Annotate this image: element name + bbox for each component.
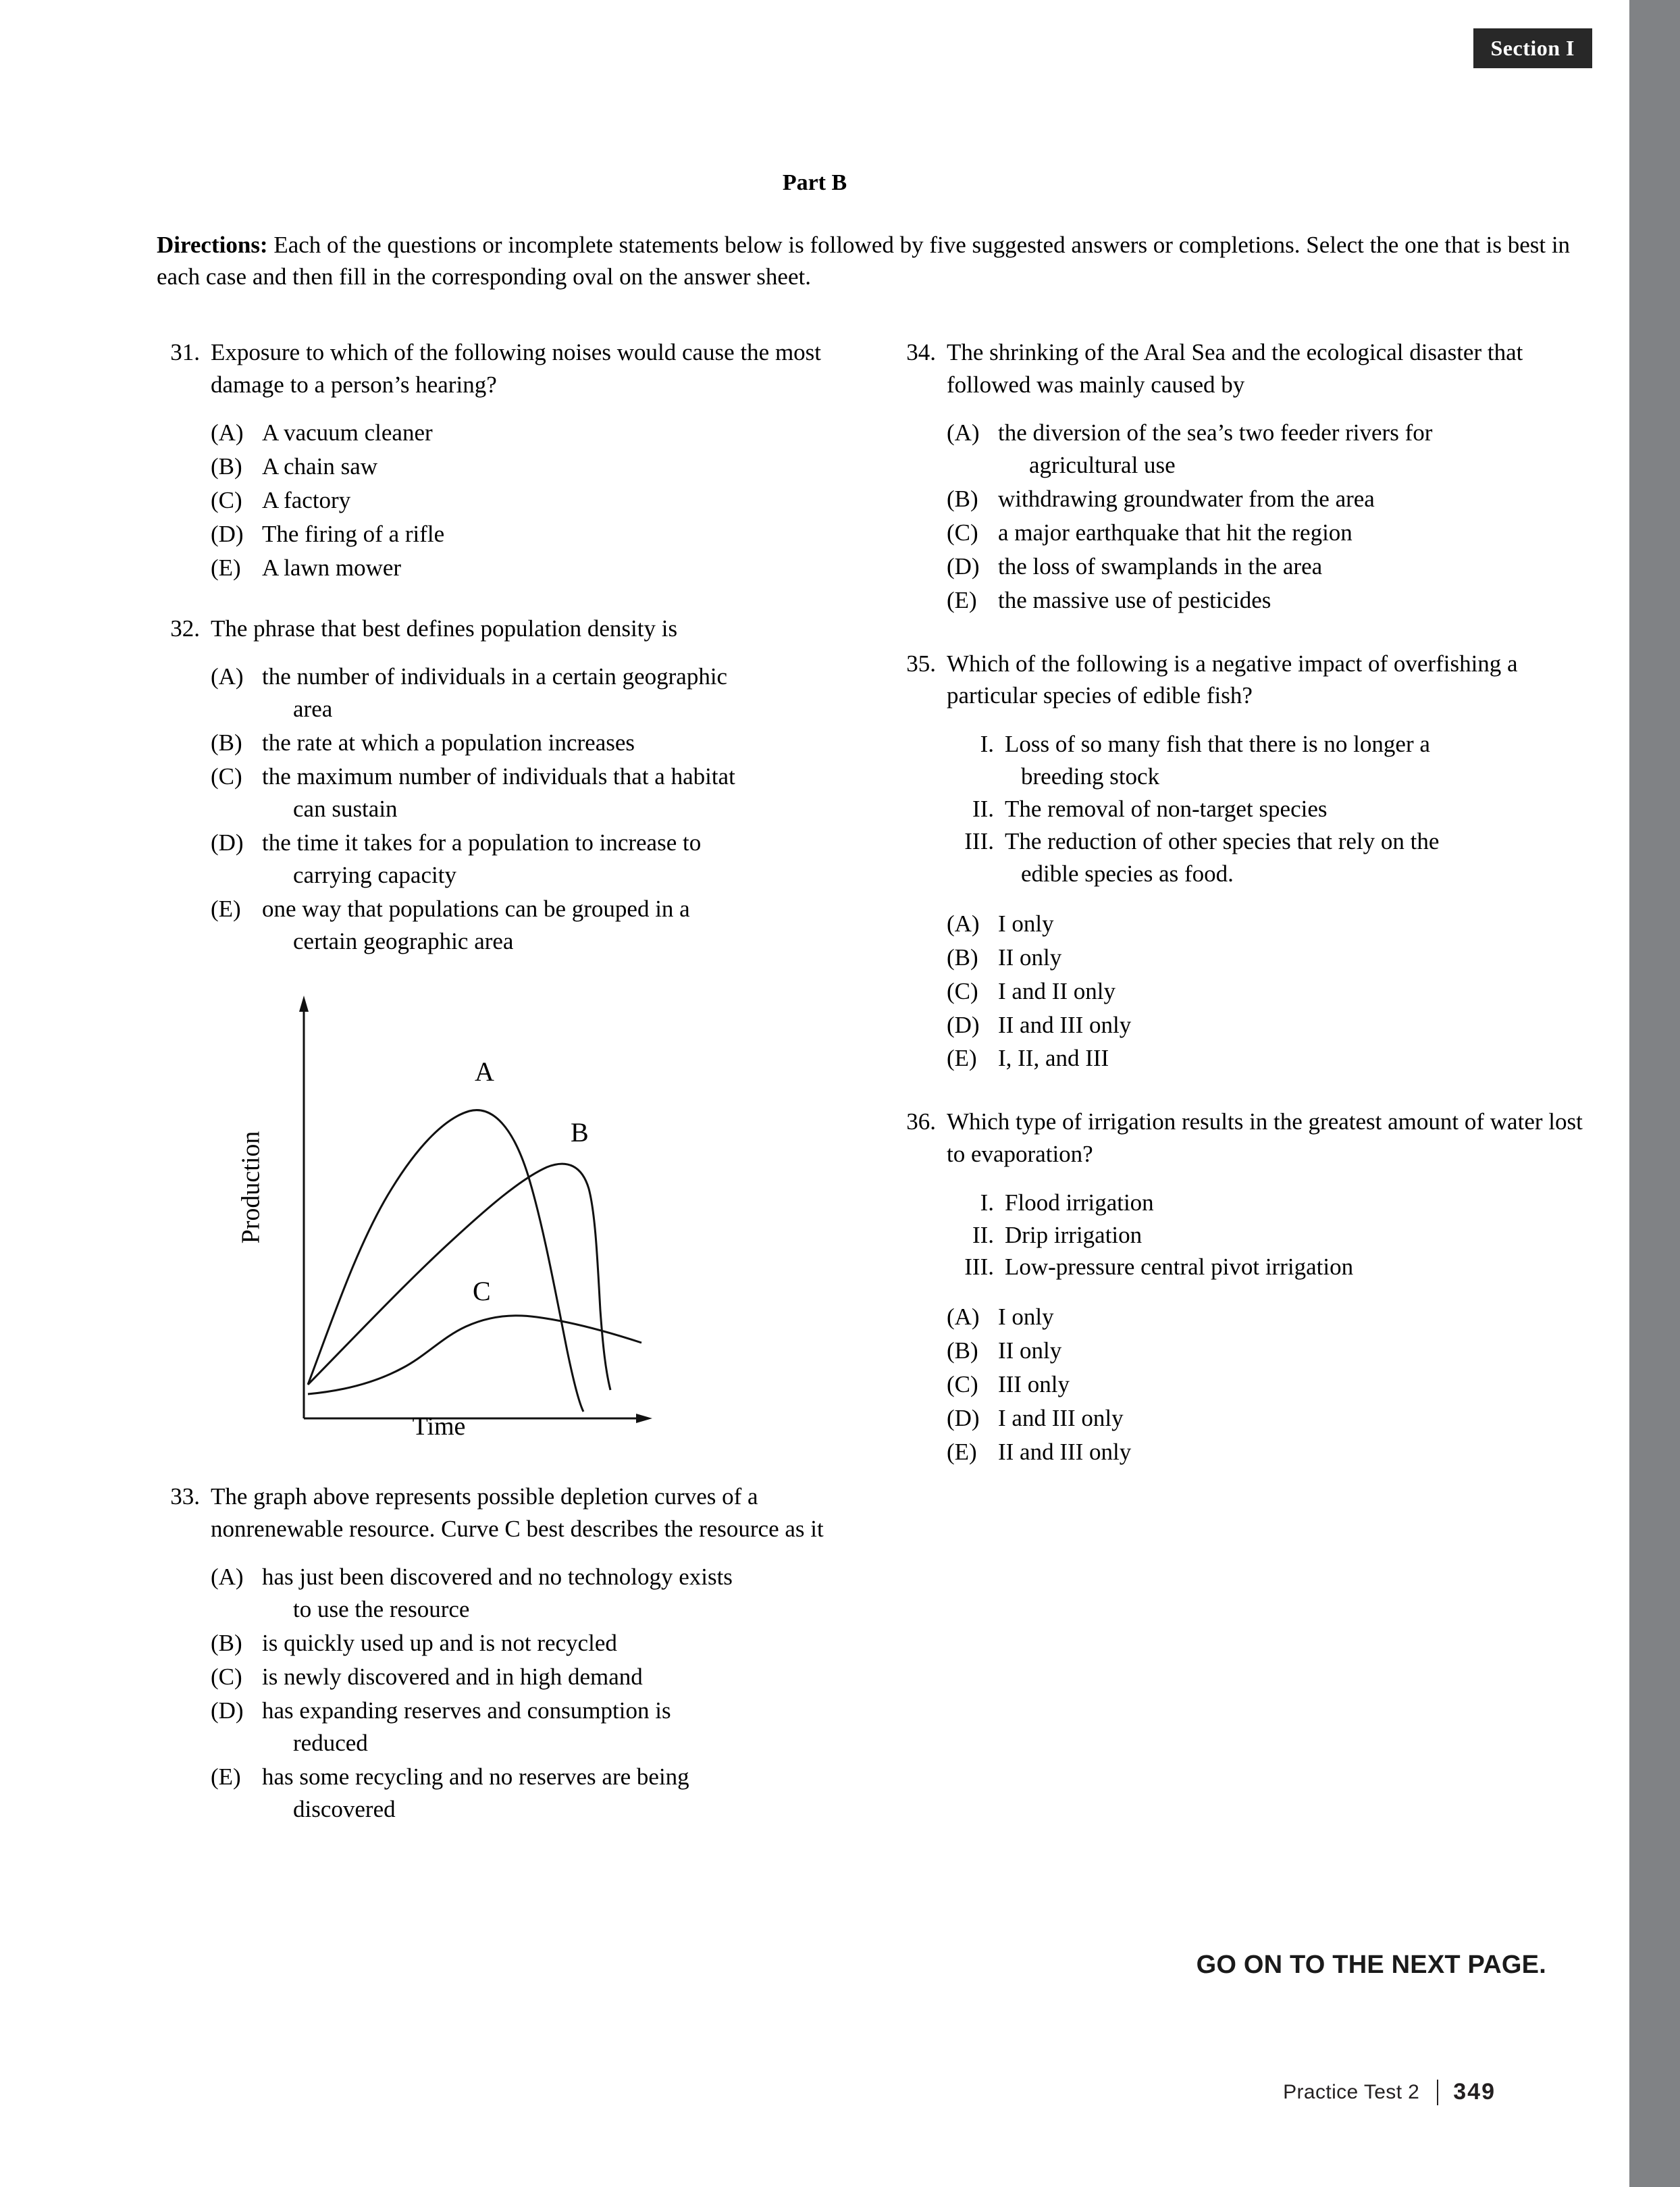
choice-text: II and III only [998,1439,1132,1466]
choice-line-1: the number of individuals in a certain geographic [262,663,728,690]
choice-label: (C) [947,1371,978,1398]
roman-item-1 [949,1187,1587,1219]
roman-text: Low-pressure central pivot irrigation [1005,1254,1354,1281]
choice-text: II only [998,944,1062,971]
choice-32-b[interactable] [211,727,851,759]
choice-35-a[interactable] [947,908,1587,940]
choice-31-e[interactable] [211,552,851,584]
question-33-stem-text: The graph above represents possible depletion curves of a nonrenewable resource. Curve C best describes the resource as it [211,1483,824,1542]
choice-text: A vacuum cleaner [262,419,433,446]
choice-label: (D) [947,1405,980,1432]
roman-line-2: breeding stock [1021,763,1160,790]
choice-line-2: area [293,696,333,723]
choice-label: (B) [947,944,978,971]
choice-label: (C) [211,487,242,514]
question-34-stem [893,336,1587,401]
choice-36-c[interactable] [947,1368,1587,1401]
choice-text [262,661,851,725]
depletion-curves-figure [236,973,723,1445]
choice-line-1: the diversion of the sea’s two feeder rivers for [998,419,1433,446]
question-34-choices [893,417,1587,617]
page-footer [1283,2079,1496,2105]
choice-label: (C) [211,763,242,790]
choice-label: (E) [211,554,241,581]
choice-label: (B) [211,1629,242,1656]
choice-32-c[interactable] [211,761,851,825]
choice-line-2: to use the resource [293,1596,470,1623]
curve-a-label: A [475,1056,494,1087]
question-36-number: 36. [906,1108,936,1135]
roman-text [1005,828,1587,890]
choice-35-c[interactable] [947,975,1587,1008]
roman-text: Flood irrigation [1005,1189,1154,1216]
question-35-choices [893,908,1587,1075]
roman-line-1: Loss of so many fish that there is no longer a [1005,731,1430,757]
choice-32-a[interactable] [211,661,851,725]
question-36-stem [893,1106,1587,1170]
choice-33-a[interactable] [211,1561,851,1626]
choice-35-e[interactable] [947,1042,1587,1075]
question-35-stem-text: Which of the following is a negative impact of overfishing a particular species of edible fish? [947,650,1518,709]
question-32 [157,613,851,958]
roman-label: I. [980,1189,994,1216]
question-32-choices [157,661,851,957]
question-36-stem-text: Which type of irrigation results in the greatest amount of water lost to evaporation? [947,1108,1583,1167]
choice-label: (A) [211,419,244,446]
question-31-stem [157,336,851,401]
choice-label: (E) [947,1439,977,1466]
choice-34-b[interactable] [947,483,1587,515]
choice-text: A chain saw [262,453,378,480]
curve-c [308,1316,641,1394]
directions-paragraph [157,230,1579,293]
roman-text: Drip irrigation [1005,1221,1143,1248]
curve-b-label: B [571,1117,589,1148]
choice-label: (E) [947,586,977,613]
choice-text: I only [998,1304,1054,1331]
choice-34-c[interactable] [947,517,1587,549]
choice-label: (D) [211,829,244,856]
footer-test-label: Practice Test 2 [1283,2080,1420,2103]
choice-31-a[interactable] [211,417,851,449]
question-34-stem-text: The shrinking of the Aral Sea and the ecological disaster that followed was mainly caused by [947,339,1523,398]
roman-item-3 [949,825,1587,890]
question-33-stem [157,1481,851,1545]
choice-text: the loss of swamplands in the area [998,552,1323,580]
choice-text: I and III only [998,1405,1124,1432]
choice-text: the massive use of pesticides [998,586,1271,613]
y-axis-label: Production [236,1131,265,1244]
choice-34-d[interactable] [947,550,1587,583]
question-36-roman-list [893,1187,1587,1284]
choice-text: I, II, and III [998,1045,1109,1072]
choice-text: The firing of a rifle [262,521,445,547]
question-31 [157,336,851,584]
choice-text: A lawn mower [262,554,402,581]
footer-page-number: 349 [1453,2079,1496,2105]
choice-text: withdrawing groundwater from the area [998,486,1375,513]
question-35 [893,648,1587,1075]
choice-label: (B) [211,729,242,756]
choice-line-2: agricultural use [1029,452,1176,479]
choice-text [262,1695,851,1759]
choice-text [262,1761,851,1826]
choice-label: (E) [211,1763,241,1790]
choice-label: (D) [947,552,980,580]
choice-text [262,827,851,892]
choice-line-2: reduced [293,1729,368,1756]
choice-label: (E) [211,896,241,923]
question-36 [893,1106,1587,1468]
roman-label: I. [980,731,994,757]
roman-label: III. [964,1254,994,1281]
choice-line-1: one way that populations can be grouped in a [262,896,690,923]
choice-35-b[interactable] [947,942,1587,974]
choice-text: II only [998,1337,1062,1364]
choice-label: (A) [211,663,244,690]
choice-label: (C) [947,977,978,1004]
choice-label: (A) [211,1564,244,1591]
question-35-number: 35. [906,650,936,677]
roman-line-1: The reduction of other species that rely on the [1005,827,1440,854]
roman-label: II. [972,1221,994,1248]
go-on-notice: GO ON TO THE NEXT PAGE. [1196,1951,1546,1979]
choice-label: (D) [211,521,244,547]
question-33 [157,1481,851,1826]
choice-text: a major earthquake that hit the region [998,519,1353,546]
choice-label: (B) [947,486,978,513]
choice-36-a[interactable] [947,1301,1587,1333]
question-32-stem [157,613,851,645]
choice-text [998,417,1587,482]
choice-32-d[interactable] [211,827,851,892]
part-title: Part B [782,170,847,195]
question-35-stem [893,648,1587,712]
choice-text [262,761,851,825]
choice-33-b[interactable] [211,1627,851,1659]
x-axis-label: Time [412,1412,466,1441]
choice-36-e[interactable] [947,1436,1587,1468]
question-36-choices [893,1301,1587,1468]
roman-text [1005,731,1587,793]
choice-31-b[interactable] [211,451,851,483]
question-column-right [893,336,1587,1491]
question-34-number: 34. [906,339,936,365]
roman-label: II. [972,795,994,822]
y-axis [299,996,309,1418]
roman-item-2 [949,793,1587,825]
choice-label: (D) [211,1697,244,1724]
question-32-number: 32. [170,615,200,642]
choice-34-a[interactable] [947,417,1587,482]
roman-item-3 [949,1251,1587,1283]
footer-divider [1437,2080,1438,2105]
question-35-roman-list [893,728,1587,890]
choice-line-1: has some recycling and no reserves are being [262,1763,689,1790]
page-edge-bar [1629,0,1680,2187]
question-31-stem-text: Exposure to which of the following noises would cause the most damage to a person’s hearing? [211,339,822,398]
question-32-stem-text: The phrase that best defines population density is [211,615,678,642]
question-34 [893,336,1587,617]
choice-label: (B) [211,453,242,480]
curve-b [308,1164,610,1390]
choice-text: III only [998,1371,1070,1398]
question-31-number: 31. [170,339,200,365]
choice-text: is newly discovered and in high demand [262,1663,643,1690]
question-33-number: 33. [170,1483,200,1510]
roman-text: The removal of non-target species [1005,795,1328,822]
choice-text: I only [998,910,1054,937]
roman-item-2 [949,1219,1587,1252]
choice-label: (D) [947,1011,980,1038]
choice-32-e[interactable] [211,893,851,958]
section-badge: Section I [1473,28,1593,68]
choice-33-c[interactable] [211,1661,851,1693]
choice-label: (B) [947,1337,978,1364]
choice-line-1: the time it takes for a population to increase to [262,829,702,856]
choice-text: II and III only [998,1011,1132,1038]
roman-line-2: edible species as food. [1021,860,1234,887]
choice-line-2: discovered [293,1795,396,1822]
choice-35-d[interactable] [947,1009,1587,1041]
roman-label: III. [964,827,994,854]
choice-31-c[interactable] [211,484,851,517]
choice-text [262,893,851,958]
choice-line-2: certain geographic area [293,927,514,954]
question-33-choices [157,1561,851,1826]
choice-text: I and II only [998,977,1115,1004]
question-31-choices [157,417,851,584]
choice-line-1: the maximum number of individuals that a habitat [262,763,735,790]
choice-label: (E) [947,1045,977,1072]
choice-label: (A) [947,419,980,446]
choice-text: is quickly used up and is not recycled [262,1629,617,1656]
choice-34-e[interactable] [947,584,1587,617]
choice-line-1: has expanding reserves and consumption is [262,1697,671,1724]
choice-33-e[interactable] [211,1761,851,1826]
directions-text: Each of the questions or incomplete statements below is followed by five suggested answers or completions. Select the one that is best in each case and then fill in the corresponding oval on the answer sheet. [157,232,1571,290]
choice-36-b[interactable] [947,1335,1587,1367]
directions-label: Directions: [157,232,268,258]
depletion-curves-svg [250,973,723,1445]
choice-text: the rate at which a population increases [262,729,635,756]
roman-item-1 [949,728,1587,793]
choice-text [262,1561,851,1626]
choice-36-d[interactable] [947,1402,1587,1435]
choice-line-1: has just been discovered and no technology exists [262,1564,733,1591]
choice-label: (C) [947,519,978,546]
choice-text: A factory [262,487,351,514]
choice-label: (A) [947,1304,980,1331]
choice-label: (C) [211,1663,242,1690]
curve-a [308,1110,583,1412]
curve-c-label: C [473,1276,491,1306]
choice-31-d[interactable] [211,518,851,550]
choice-line-2: can sustain [293,796,398,823]
choice-33-d[interactable] [211,1695,851,1759]
choice-line-2: carrying capacity [293,862,456,889]
choice-label: (A) [947,910,980,937]
